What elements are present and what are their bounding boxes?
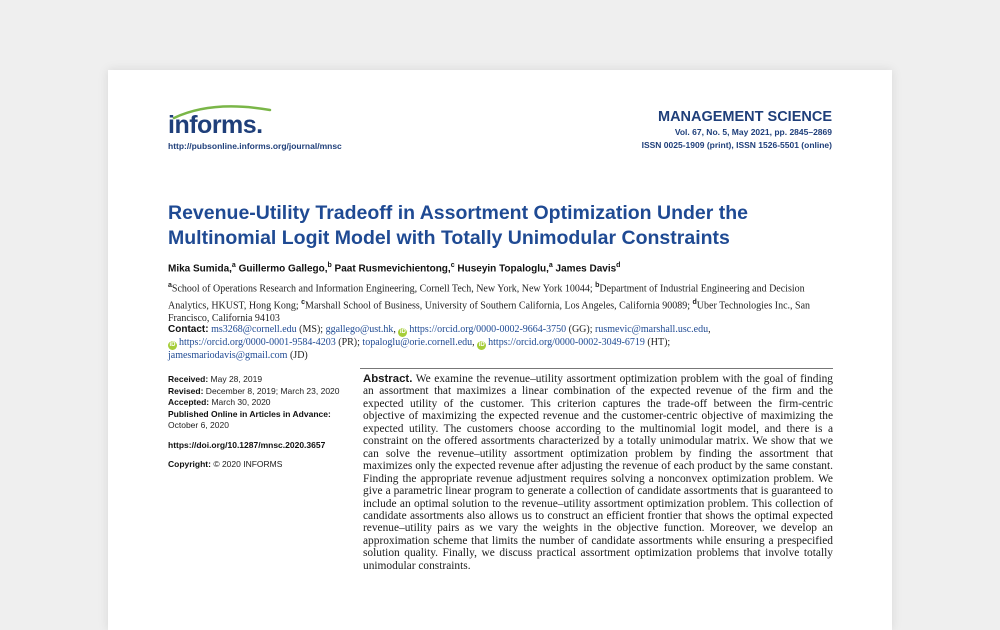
author-affil-mark: c: [450, 262, 455, 269]
logo-text: informs.: [168, 111, 263, 139]
affiliation: Department of Industrial Engineering and Decision Analytics, HKUST, Hong Kong;: [168, 283, 805, 312]
accepted-label: Accepted:: [168, 397, 210, 407]
orcid-link[interactable]: https://orcid.org/0000-0002-9664-3750: [409, 324, 567, 335]
separator: ,: [393, 324, 399, 335]
journal-name: MANAGEMENT SCIENCE: [657, 109, 832, 125]
published-value: October 6, 2020: [168, 420, 229, 430]
title-line-2: Multinomial Logit Model with Totally Unimodular Constraints: [168, 227, 730, 249]
abstract-label: Abstract.: [363, 373, 413, 385]
volume-line: Vol. 67, No. 5, May 2021, pp. 2845–2869: [674, 127, 832, 137]
author-initials: (HT);: [644, 337, 671, 348]
author-list: [168, 262, 620, 274]
copyright-label: Copyright:: [168, 459, 211, 469]
revised-date: [168, 386, 353, 398]
author-affil-mark: a: [231, 262, 236, 269]
email-link[interactable]: jamesmariodavis@gmail.com: [168, 350, 288, 361]
doi-link[interactable]: https://doi.org/10.1287/mnsc.2020.3657: [168, 439, 326, 450]
author-initials: (GG);: [566, 324, 596, 335]
contact-label: Contact:: [168, 324, 209, 335]
affil-mark: b: [595, 282, 600, 289]
received-date: [168, 374, 353, 386]
affiliation: Uber Technologies Inc., San Francisco, California 94103: [168, 300, 811, 324]
orcid-link[interactable]: https://orcid.org/0000-0001-9584-4203: [179, 337, 336, 348]
email-link[interactable]: ggallego@ust.hk: [325, 324, 394, 335]
email-link[interactable]: rusmevic@marshall.usc.edu: [595, 324, 709, 335]
author-initials: (JD): [287, 350, 308, 361]
journal-masthead: [642, 108, 832, 152]
received-label: Received:: [168, 374, 209, 384]
issn-line: ISSN 0025-1909 (print), ISSN 1526-5501 (online): [641, 140, 832, 150]
journal-url-link[interactable]: http://pubsonline.informs.org/journal/mnsc: [168, 141, 342, 151]
affiliations: [168, 279, 838, 325]
orcid-icon: iD: [169, 342, 176, 348]
copyright-value: © 2020 INFORMS: [210, 459, 283, 469]
orcid-link[interactable]: https://orcid.org/0000-0002-3049-6719: [488, 337, 645, 348]
author-affil-mark: b: [327, 262, 332, 269]
revised-label: Revised:: [168, 385, 204, 396]
affiliation: Marshall School of Business, University of Southern California, Los Angeles, California 90089;: [305, 300, 693, 312]
orcid-icon: iD: [478, 342, 485, 348]
author-initials: (PR);: [335, 337, 363, 348]
affil-mark: d: [692, 298, 697, 306]
copyright: [168, 459, 353, 471]
article-history: [168, 374, 353, 471]
author-name: James Davis: [552, 263, 617, 275]
affil-mark: c: [301, 298, 306, 306]
accepted-value: March 30, 2020: [209, 397, 271, 407]
title-line-1: Revenue-Utility Tradeoff in Assortment Optimization Under the: [168, 202, 749, 224]
abstract-text: We examine the revenue–utility assortment optimization problem with the goal of finding an assortment that maximizes a linear combination of the expected revenue of the firm and the expected utility of the customer. This criterion captures the trade-off between the firm-centric objective of maximizing the expected revenue and the customer-centric objective of maximizing the expected utility. The customers choose according to the multinomial logit model, and there is a constraint on the offered assortments characterized by a totally unimodular matrix. We show that we can solve the revenue–utility assortment optimization problem by finding the assortment that maximizes only the expected revenue after adjusting the revenue of each product by the same constant. Finding the appropriate revenue adjustment requires solving a nonconvex optimization problem. We give a parametric linear program to generate a collection of candidate assortments that is guaranteed to include an optimal solution to the revenue–utility assortment optimization problem. This collection of candidate assortments also allows us to construct an efficient frontier that shows the optimal expected revenue–utility pairs as we vary the weights in the objective function. Moreover, we develop an approximation scheme that limits the number of candidate assortments while ensuring a prespecified solution quality. Finally, we discuss practical assortment optimization problems that involve totally unimodular constraints.: [363, 373, 833, 572]
published-label: Published Online in Articles in Advance:: [168, 408, 331, 419]
author-affil-mark: d: [616, 262, 621, 269]
separator: ,: [708, 324, 711, 335]
received-value: May 28, 2019: [208, 374, 263, 384]
revised-value: December 8, 2019; March 23, 2020: [203, 385, 340, 396]
email-link[interactable]: topaloglu@orie.cornell.edu: [362, 337, 473, 348]
author-name: Mika Sumida,: [168, 263, 232, 275]
abstract-paragraph: [363, 373, 833, 572]
author-initials: (MS);: [296, 324, 326, 335]
contact-info: [168, 324, 838, 363]
affil-mark: a: [168, 282, 172, 289]
author-name: Paat Rusmevichientong,: [331, 263, 451, 275]
author-name: Huseyin Topaloglu,: [454, 263, 549, 275]
accepted-date: [168, 397, 353, 409]
article-page: [108, 70, 892, 630]
author-affil-mark: a: [548, 262, 553, 269]
orcid-icon: iD: [399, 329, 406, 335]
affiliation: School of Operations Research and Information Engineering, Cornell Tech, New York, New York 10044;: [171, 283, 596, 295]
abstract-section: [360, 368, 833, 572]
author-name: Guillermo Gallego,: [235, 263, 328, 275]
informs-logo: [168, 110, 288, 140]
article-title: [168, 201, 848, 251]
email-link[interactable]: ms3268@cornell.edu: [211, 324, 297, 335]
separator: ,: [472, 337, 478, 348]
published-date: [168, 409, 353, 432]
